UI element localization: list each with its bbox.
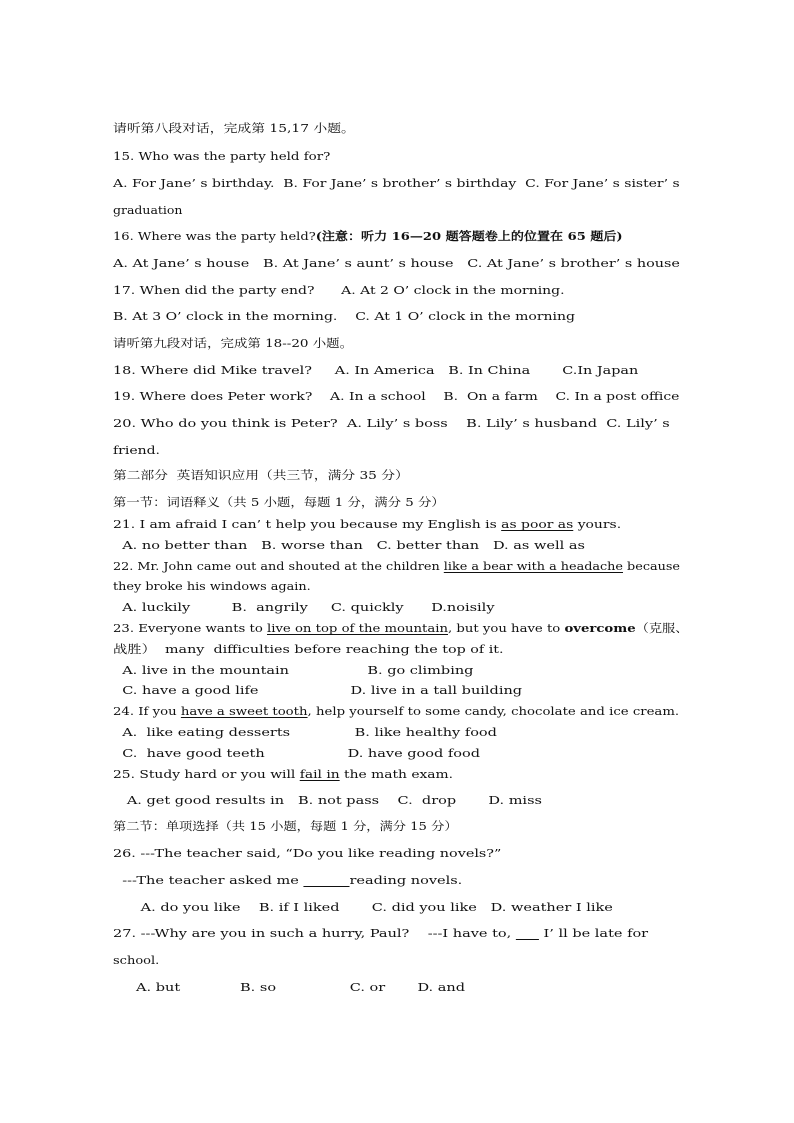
text-segment: I’ ll be late for [538, 926, 649, 940]
text-segment: school. [113, 953, 160, 967]
question-23 [113, 620, 689, 636]
text-segment: A. no better than B. worse than C. better than D. as well as [113, 538, 585, 552]
underlined-text [516, 926, 539, 940]
text-segment: friend. [113, 443, 160, 457]
text-segment: C. have a good life D. live in a tall building [113, 683, 523, 697]
text-segment: 21. I am afraid I can’ t help you because my English is [113, 517, 502, 531]
question-26 [113, 845, 501, 861]
text-segment: 22. Mr. John came out and shouted at the children [113, 559, 444, 573]
question-20 [113, 415, 670, 431]
text-segment: A. At Jane’ s house B. At Jane’ s aunt’ s house C. At Jane’ s brother’ s house [113, 256, 680, 270]
question-27 [113, 925, 648, 941]
underlined-text: like a bear with a headache [443, 559, 623, 573]
question-15-options-cont [113, 202, 182, 218]
text-segment: 请听第八段对话，完成第 15,17 小题。 [113, 121, 355, 135]
bold-text: (注意：听力 16—20 题答题卷上的位置在 65 题后) [315, 229, 623, 243]
question-26-cont [113, 872, 462, 888]
text-segment: , but you have to [447, 621, 565, 635]
text-segment: 战胜） many difficulties before reaching the top of it. [113, 642, 504, 656]
text-segment: 第二部分 英语知识应用（共三节，满分 35 分） [113, 468, 409, 482]
question-15-options [113, 175, 680, 191]
text-segment: A. like eating desserts B. like healthy food [113, 725, 497, 739]
text-segment: A. For Jane’ s birthday. B. For Jane’ s brother’ s birthday C. For Jane’ s sister’ s [113, 176, 680, 190]
text-segment: 16. Where was the party held? [113, 229, 316, 243]
question-16-options [113, 255, 680, 271]
section-header-dialogue-9 [113, 335, 353, 351]
question-27-options [113, 979, 465, 995]
text-segment: 请听第九段对话，完成第 18--20 小题。 [113, 336, 354, 350]
underlined-text: fail in [299, 767, 340, 781]
text-segment: 18. Where did Mike travel? A. In America B. In China C.In Japan [113, 363, 639, 377]
question-24-options-cd [113, 745, 480, 761]
underlined-text: as poor as [501, 517, 574, 531]
question-22-options [113, 599, 495, 615]
question-27-cont [113, 952, 159, 968]
question-22-cont [113, 578, 311, 594]
question-21 [113, 516, 621, 532]
text-segment: graduation [113, 203, 183, 217]
text-segment: 25. Study hard or you will [113, 767, 300, 781]
text-segment: 19. Where does Peter work? A. In a school B. On a farm C. In a post office [113, 389, 680, 403]
text-segment: （克服、 [635, 621, 689, 635]
question-16 [113, 228, 623, 244]
text-segment: A. luckily B. angrily C. quickly D.noisily [113, 600, 495, 614]
text-segment: 24. If you [113, 704, 181, 718]
text-segment: yours. [573, 517, 622, 531]
underlined-text [303, 873, 349, 887]
question-22 [113, 558, 680, 574]
text-segment: 第二节：单项选择（共 15 小题，每题 1 分，满分 15 分） [113, 819, 458, 833]
text-segment: 27. ---Why are you in such a hurry, Paul? ---I have to, [113, 926, 516, 940]
question-19 [113, 388, 679, 404]
question-17 [113, 282, 565, 298]
question-25 [113, 766, 453, 782]
text-segment: C. have good teeth D. have good food [113, 746, 480, 760]
text-segment: 26. ---The teacher said, “Do you like reading novels?” [113, 846, 502, 860]
text-segment: 17. When did the party end? A. At 2 O’ clock in the morning. [113, 283, 565, 297]
text-segment: A. do you like B. if I liked C. did you like D. weather I like [113, 900, 613, 914]
question-26-options [113, 899, 613, 915]
question-18 [113, 362, 638, 378]
bold-text: overcome [564, 621, 636, 635]
question-23-cont [113, 641, 504, 657]
section-two-title [113, 818, 458, 834]
question-23-options-cd [113, 682, 522, 698]
question-20-options-cont [113, 442, 160, 458]
text-segment: 第一节：词语释义（共 5 小题，每题 1 分，满分 5 分） [113, 495, 445, 509]
text-segment: because [622, 559, 680, 573]
question-24 [113, 703, 679, 719]
text-segment: 23. Everyone wants to [113, 621, 267, 635]
text-segment: B. At 3 O’ clock in the morning. C. At 1 O’ clock in the morning [113, 309, 576, 323]
text-segment: reading novels. [349, 873, 463, 887]
text-segment: 20. Who do you think is Peter? A. Lily’ s boss B. Lily’ s husband C. Lily’ s [113, 416, 670, 430]
question-21-options [113, 537, 585, 553]
text-segment: A. live in the mountain B. go climbing [113, 663, 474, 677]
underlined-text: have a sweet tooth [180, 704, 308, 718]
question-23-options-ab [113, 662, 473, 678]
section-header-dialogue-8 [113, 120, 355, 136]
question-25-options [113, 792, 542, 808]
part-two-title [113, 467, 409, 483]
text-segment: 15. Who was the party held for? [113, 149, 331, 163]
question-15 [113, 148, 330, 164]
question-24-options-ab [113, 724, 497, 740]
text-segment: the math exam. [339, 767, 454, 781]
section-one-title [113, 494, 445, 510]
text-segment: A. but B. so C. or D. and [113, 980, 466, 994]
text-segment: A. get good results in B. not pass C. drop D. miss [113, 793, 542, 807]
question-17-options-cont [113, 308, 575, 324]
text-segment: ---The teacher asked me [113, 873, 304, 887]
underlined-text: live on top of the mountain [266, 621, 448, 635]
text-segment: they broke his windows again. [113, 579, 311, 593]
text-segment: , help yourself to some candy, chocolate and ice cream. [307, 704, 680, 718]
